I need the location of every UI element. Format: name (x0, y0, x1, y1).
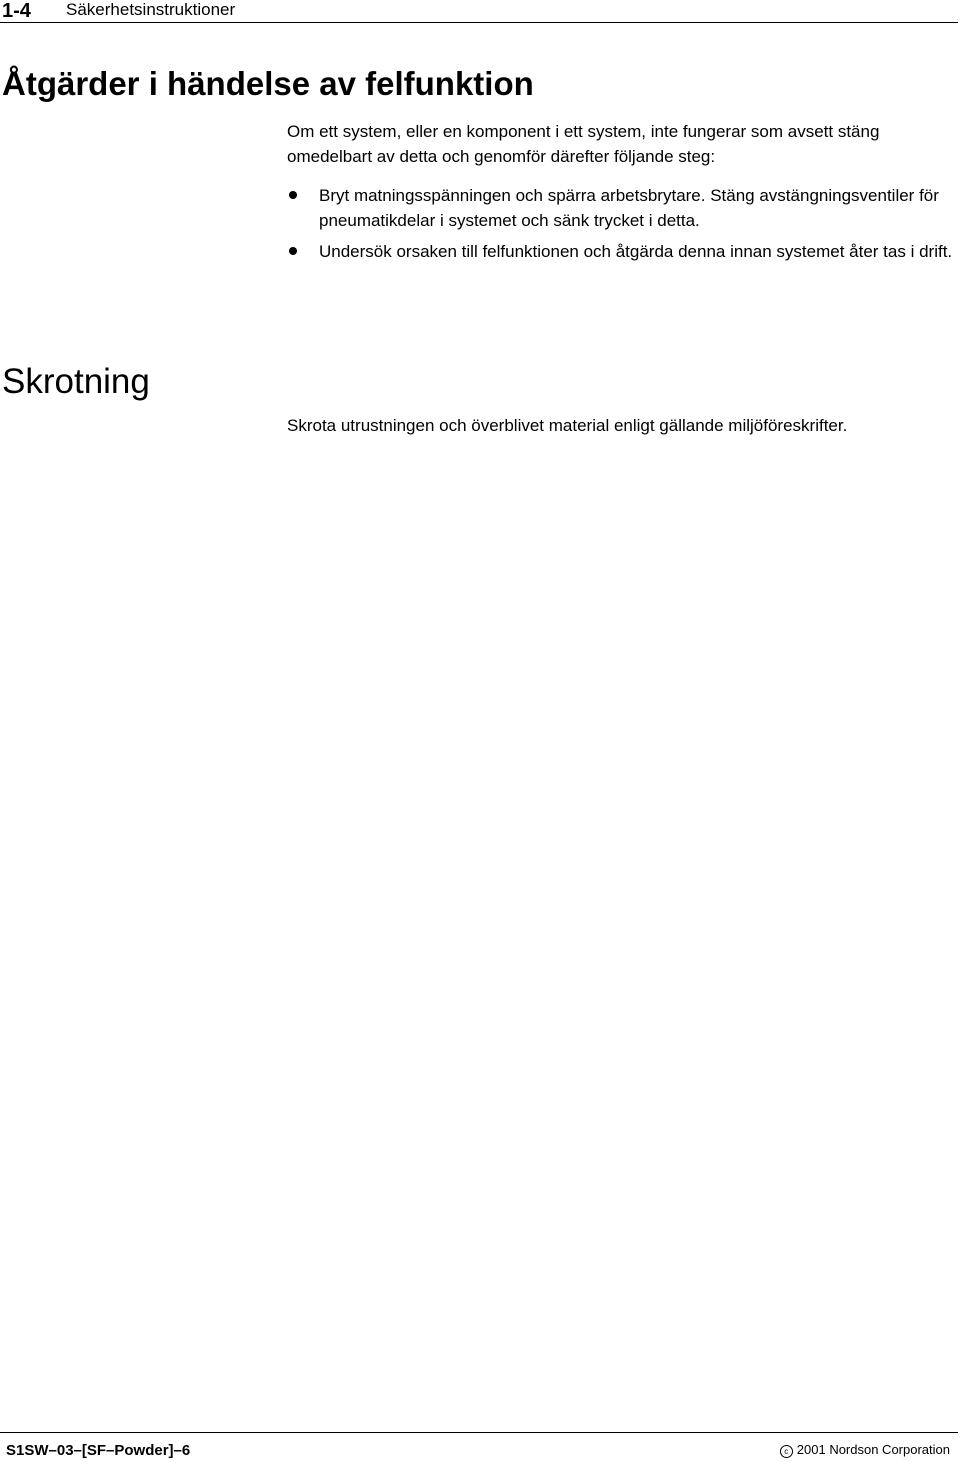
page-header (0, 0, 958, 23)
list-item (287, 239, 957, 264)
header-section-title: Säkerhetsinstruktioner (66, 0, 236, 19)
copyright-icon: c (780, 1445, 793, 1458)
copyright (780, 1442, 950, 1458)
document-id: S1SW–03–[SF–Powder]–6 (6, 1442, 191, 1459)
scrapping-text: Skrota utrustningen och överblivet material enligt gällande miljöföreskrifter. (287, 416, 848, 435)
heading-malfunction: Åtgärder i händelse av felfunktion (2, 65, 534, 102)
page-footer (0, 1432, 958, 1462)
page-number: 1-4 (2, 0, 31, 22)
copyright-text: 2001 Nordson Corporation (796, 1442, 950, 1457)
list-item (287, 183, 957, 233)
list-item-text: Undersök orsaken till felfunktionen och åtgärda denna innan systemet åter tas i drift. (319, 242, 953, 261)
list-item-text: Bryt matningsspänningen och spärra arbetsbrytare. Stäng avstängningsventiler för pneumatikdelar i systemet och sänk trycket i detta. (319, 186, 939, 230)
malfunction-intro: Om ett system, eller en komponent i ett system, inte fungerar som avsett stäng omedelbart av detta och genomför därefter följande steg: (287, 122, 880, 166)
bullet-icon (289, 191, 297, 199)
heading-scrapping: Skrotning (2, 362, 150, 401)
bullet-icon (289, 247, 297, 255)
malfunction-steps-list (287, 183, 957, 270)
